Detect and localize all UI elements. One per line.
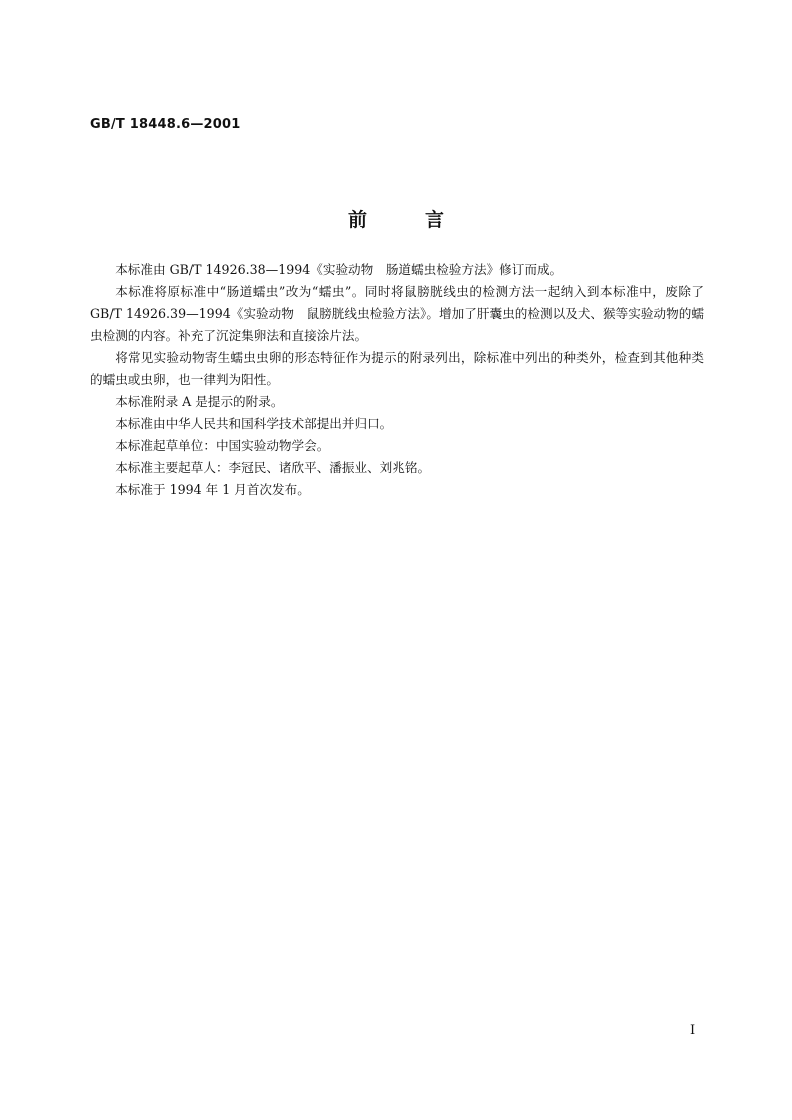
page-title	[0, 205, 792, 232]
paragraph-appendix-a: 本标准附录 A 是提示的附录。	[115, 394, 284, 409]
paragraph-first-issue: 本标准于 1994 年 1 月首次发布。	[115, 482, 310, 497]
title-char-2: 言	[425, 209, 445, 231]
page-number: I	[690, 1023, 696, 1038]
paragraph-revision-source: 本标准由 GB/T 14926.38—1994《实验动物 肠道蠕虫检验方法》修订而成。	[115, 262, 563, 277]
standard-code: GB/T 18448.6—2001	[90, 117, 241, 132]
paragraph-drafting-unit: 本标准起草单位：中国实验动物学会。	[115, 438, 330, 453]
title-char-1: 前	[347, 209, 367, 231]
paragraph-appendix-content: 将常见实验动物寄生蠕虫虫卵的形态特征作为提示的附录列出，除标准中列出的种类外，检查到其他种类的蠕虫或虫卵，也一律判为阳性。	[90, 350, 704, 387]
paragraph-changes: 本标准将原标准中“肠道蠕虫”改为“蠕虫”。同时将鼠膀胱线虫的检测方法一起纳入到本标准中，废除了 GB/T 14926.39—1994《实验动物 鼠膀胱线虫检验方法》。增加了肝囊虫的检测以及犬、猴等实验动物的蠕虫检测的内容。补充了沉淀集卵法和直接涂片法。	[90, 284, 704, 343]
paragraph-drafters: 本标准主要起草人：李冠民、诸欣平、潘振业、刘兆铭。	[115, 460, 431, 475]
paragraph-proposer: 本标准由中华人民共和国科学技术部提出并归口。	[115, 416, 393, 431]
foreword-body	[90, 259, 704, 501]
